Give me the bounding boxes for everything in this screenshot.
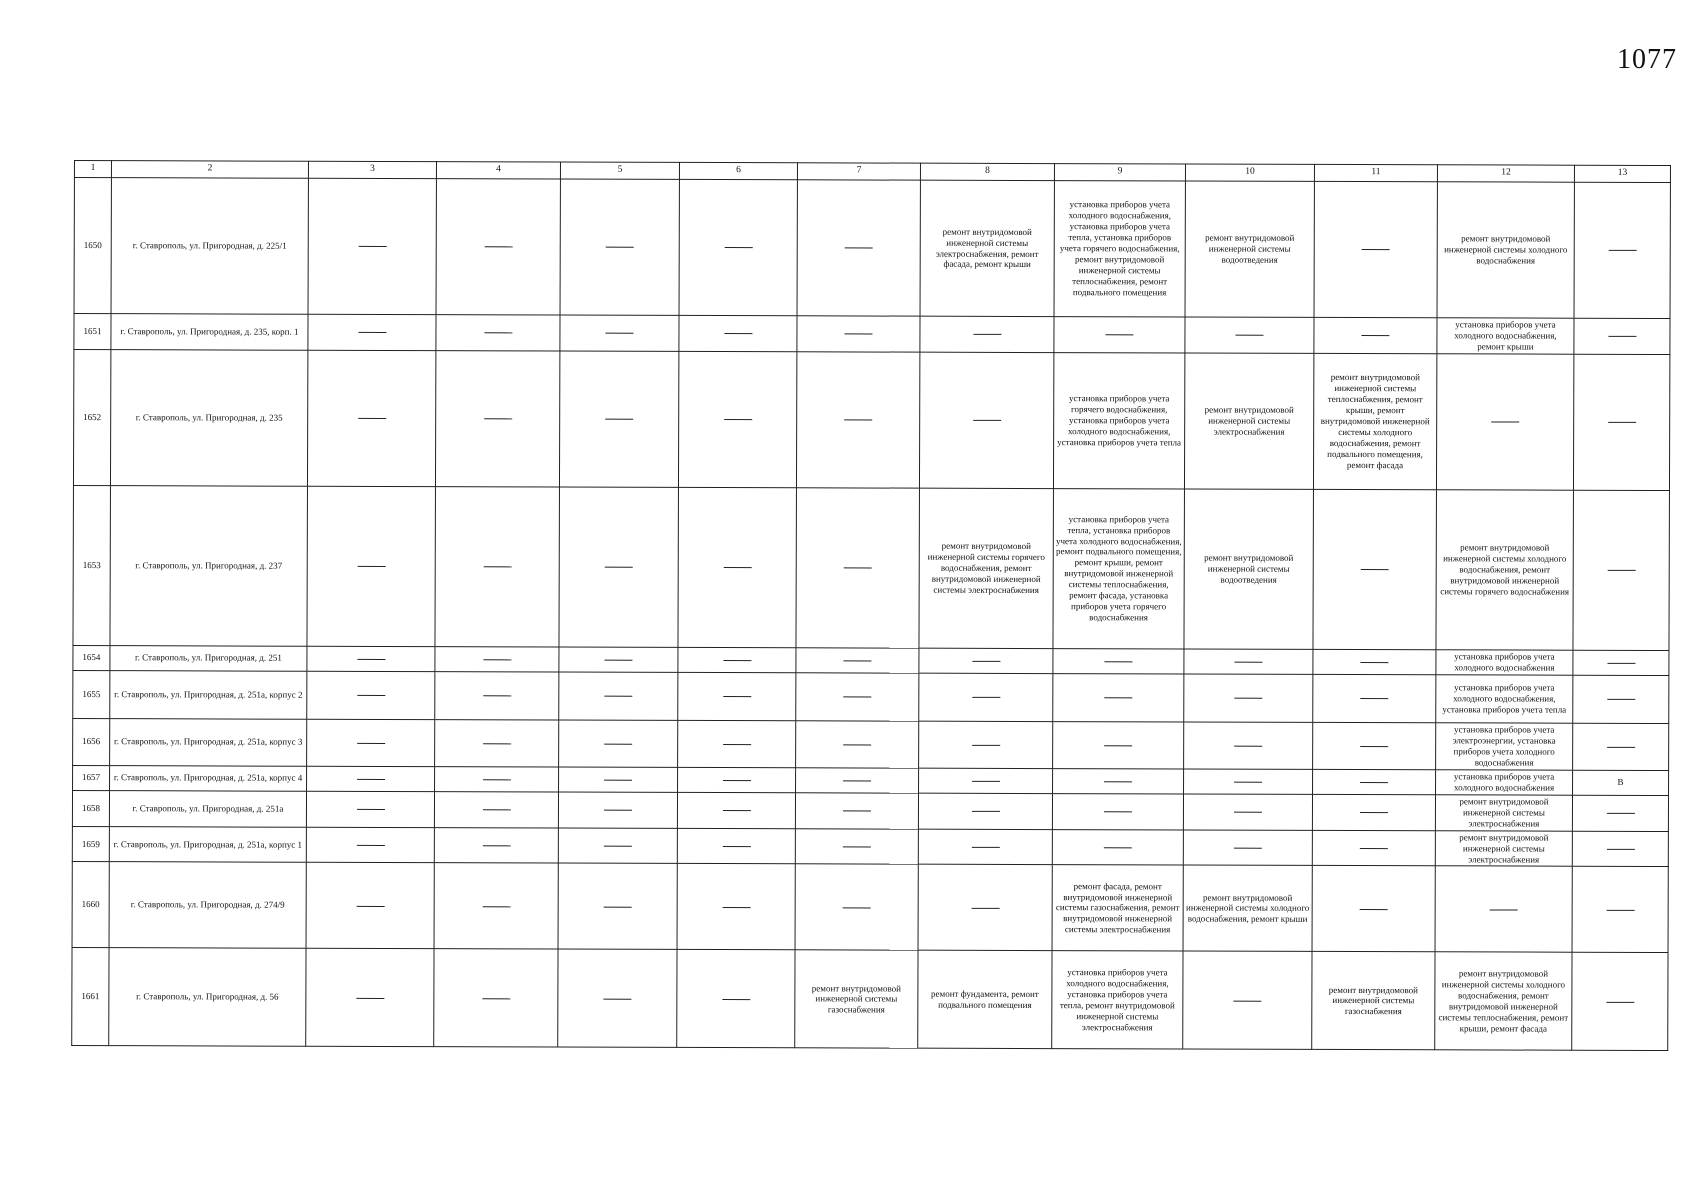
work-cell-c6	[677, 950, 795, 1048]
work-cell-c13	[1572, 953, 1668, 1051]
work-cell-c11	[1313, 489, 1437, 649]
row-number-cell: 1659	[72, 826, 109, 862]
table-row	[73, 718, 1669, 770]
work-cell-c9: установка приборов учета холодного водоснабжения, установка приборов учета тепла, установка приборов учета горячего водоснабжения, ремонт внутридомовой инженерной системы теплоснабжения, ремонт подвального помещения	[1054, 181, 1185, 317]
work-cell-c7	[795, 792, 918, 828]
work-cell-c9: ремонт фасада, ремонт внутридомовой инженерной системы газоснабжения, ремонт внутридомовой инженерной системы электроснабжения	[1052, 865, 1183, 951]
work-cell-c10	[1183, 830, 1312, 866]
dash-mark	[1360, 782, 1388, 783]
work-cell-c4	[435, 719, 559, 766]
dash-mark	[604, 810, 632, 811]
work-cell-c11	[1313, 769, 1436, 794]
work-cell-c10: ремонт внутридомовой инженерной системы холодного водоснабжения, ремонт крыши	[1183, 865, 1312, 951]
work-cell-c10	[1183, 951, 1312, 1049]
dash-mark	[484, 419, 512, 420]
dash-mark	[604, 846, 632, 847]
dash-mark	[1360, 848, 1388, 849]
work-cell-c13	[1573, 650, 1669, 675]
column-header: 2	[111, 161, 308, 179]
work-cell-c7	[796, 673, 919, 721]
address-cell: г. Ставрополь, ул. Пригородная, д. 225/1	[111, 178, 308, 315]
work-cell-c6	[677, 792, 795, 828]
dash-mark	[484, 247, 512, 248]
dash-mark	[722, 999, 750, 1000]
work-cell-c7	[797, 316, 920, 352]
work-cell-c12: ремонт внутридомовой инженерной системы холодного водоснабжения, ремонт внутридомовой инженерной системы теплоснабжения, ремонт крыши, ремонт фасада	[1435, 952, 1572, 1050]
dash-mark	[357, 779, 385, 780]
dash-mark	[1361, 335, 1389, 336]
dash-mark	[971, 908, 999, 909]
row-number-cell: 1654	[73, 645, 110, 670]
dash-mark	[723, 780, 751, 781]
work-cell-c12: ремонт внутридомовой инженерной системы электроснабжения	[1435, 830, 1572, 866]
dash-mark	[606, 247, 634, 248]
table-row	[74, 314, 1670, 355]
column-header: 4	[436, 162, 560, 179]
work-cell-c13	[1572, 831, 1668, 867]
address-cell: г. Ставрополь, ул. Пригородная, д. 251а, корпус 2	[110, 670, 307, 719]
work-cell-c13	[1572, 795, 1668, 831]
dash-mark	[605, 567, 633, 568]
row-number-cell: 1657	[73, 765, 110, 790]
dash-mark	[1606, 849, 1634, 850]
dash-mark	[971, 811, 999, 812]
work-cell-c8: ремонт фундамента, ремонт подвального помещения	[918, 951, 1052, 1049]
dash-mark	[358, 246, 386, 247]
work-cell-c8	[919, 648, 1053, 673]
dash-mark	[482, 845, 510, 846]
column-header: 11	[1314, 164, 1437, 181]
dash-mark	[604, 907, 632, 908]
dash-mark	[723, 696, 751, 697]
dash-mark	[723, 567, 751, 568]
page-number: 1077	[1617, 44, 1677, 75]
work-cell-c9: установка приборов учета холодного водоснабжения, установка приборов учета тепла, ремонт внутридомовой инженерной системы электроснабжения	[1052, 951, 1183, 1049]
work-cell-c11	[1312, 830, 1435, 866]
work-cell-c10: ремонт внутридомовой инженерной системы водоотведения	[1184, 489, 1314, 649]
column-header: 7	[797, 163, 920, 180]
dash-mark	[972, 661, 1000, 662]
work-cell-c5	[558, 828, 677, 864]
work-cell-c10	[1184, 674, 1313, 722]
dash-mark	[1104, 811, 1132, 812]
dash-mark	[722, 810, 750, 811]
dash-mark	[356, 998, 384, 999]
column-header: 6	[679, 162, 797, 179]
work-cell-c3	[307, 646, 435, 671]
table-row	[72, 826, 1668, 867]
dash-mark	[1360, 662, 1388, 663]
dash-mark	[603, 999, 631, 1000]
dash-mark	[357, 743, 385, 744]
dash-mark	[723, 744, 751, 745]
work-cell-c11	[1313, 674, 1436, 722]
dash-mark	[604, 743, 632, 744]
work-cell-c6	[678, 720, 796, 767]
address-cell: г. Ставрополь, ул. Пригородная, д. 251	[110, 646, 307, 672]
column-header: 1	[74, 161, 111, 178]
dash-mark	[1360, 746, 1388, 747]
dash-mark	[483, 567, 511, 568]
address-cell: г. Ставрополь, ул. Пригородная, д. 237	[110, 486, 308, 647]
dash-mark	[604, 659, 632, 660]
work-cell-c11	[1314, 181, 1437, 317]
work-cell-c12: установка приборов учета холодного водоснабжения	[1436, 769, 1573, 794]
work-cell-c3	[307, 671, 435, 719]
address-cell: г. Ставрополь, ул. Пригородная, д. 274/9	[109, 862, 306, 949]
work-cell-c3	[306, 949, 434, 1047]
dash-mark	[843, 744, 871, 745]
dash-mark	[723, 660, 751, 661]
dash-mark	[482, 906, 510, 907]
column-header: 5	[560, 162, 679, 179]
table-row	[74, 178, 1670, 319]
dash-mark	[845, 248, 873, 249]
work-cell-c7	[796, 648, 919, 673]
dash-mark	[483, 779, 511, 780]
dash-mark	[1104, 661, 1132, 662]
work-cell-c3	[308, 314, 436, 350]
table-row	[72, 862, 1668, 953]
work-cell-c13: В	[1573, 770, 1669, 795]
work-cell-c10: ремонт внутридомовой инженерной системы водоотведения	[1185, 181, 1314, 317]
work-cell-c7	[796, 767, 919, 792]
dash-mark	[356, 845, 384, 846]
table-row	[73, 670, 1669, 723]
work-cell-c7: ремонт внутридомовой инженерной системы газоснабжения	[795, 950, 918, 1048]
column-header: 12	[1437, 165, 1574, 182]
dash-mark	[1234, 698, 1262, 699]
work-cell-c10: ремонт внутридомовой инженерной системы электроснабжения	[1184, 353, 1313, 489]
work-cell-c7	[796, 721, 919, 768]
work-cell-c4	[435, 766, 559, 791]
row-number-cell: 1650	[74, 178, 111, 314]
table-row	[72, 790, 1668, 831]
work-cell-c3	[307, 350, 435, 486]
column-header: 8	[920, 163, 1054, 180]
dash-mark	[484, 333, 512, 334]
work-cell-c4	[435, 351, 559, 487]
work-cell-c8	[919, 352, 1053, 488]
address-cell: г. Ставрополь, ул. Пригородная, д. 235, корп. 1	[111, 314, 308, 351]
work-cell-c5	[559, 720, 678, 767]
dash-mark	[1233, 1001, 1261, 1002]
address-cell: г. Ставрополь, ул. Пригородная, д. 56	[109, 948, 306, 1047]
dash-mark	[483, 743, 511, 744]
work-cell-c5	[560, 179, 679, 315]
dash-mark	[1234, 812, 1262, 813]
row-number-cell: 1653	[73, 485, 111, 645]
dash-mark	[1491, 422, 1519, 423]
registry-table	[71, 160, 1671, 1051]
dash-mark	[1104, 847, 1132, 848]
dash-mark	[722, 907, 750, 908]
work-cell-c11	[1313, 649, 1436, 674]
dash-mark	[722, 846, 750, 847]
dash-mark	[1104, 698, 1132, 699]
dash-mark	[1608, 336, 1636, 337]
work-cell-c5	[559, 647, 678, 672]
dash-mark	[356, 906, 384, 907]
work-cell-c5	[558, 792, 677, 828]
dash-mark	[1361, 569, 1389, 570]
work-cell-c12: ремонт внутридомовой инженерной системы холодного водоснабжения	[1437, 182, 1574, 318]
dash-mark	[1104, 745, 1132, 746]
work-cell-c12: ремонт внутридомовой инженерной системы электроснабжения	[1435, 794, 1572, 830]
work-cell-c6	[677, 864, 795, 950]
dash-mark	[843, 907, 871, 908]
row-number-cell: 1656	[73, 718, 110, 765]
row-number-cell: 1652	[73, 349, 110, 485]
work-cell-c11	[1312, 794, 1435, 830]
work-cell-c11: ремонт внутридомовой инженерной системы теплоснабжения, ремонт крыши, ремонт внутридомовой инженерной системы холодного водоснабжения, ремонт подвального помещения, ремонт фасада	[1313, 353, 1436, 489]
dash-mark	[972, 780, 1000, 781]
dash-mark	[482, 998, 510, 999]
dash-mark	[843, 660, 871, 661]
work-cell-c9	[1053, 648, 1184, 673]
work-cell-c6	[679, 315, 797, 351]
work-cell-c5	[558, 949, 677, 1047]
dash-mark	[1360, 812, 1388, 813]
work-cell-c9	[1053, 673, 1184, 721]
work-cell-c8	[919, 673, 1053, 721]
row-number-cell: 1661	[72, 948, 109, 1046]
dash-mark	[844, 420, 872, 421]
work-cell-c7	[796, 352, 919, 488]
work-cell-c4	[435, 671, 559, 719]
dash-mark	[1606, 1002, 1634, 1003]
work-cell-c4	[434, 791, 558, 827]
work-cell-c5	[559, 672, 678, 720]
column-header: 9	[1054, 164, 1185, 181]
work-cell-c5	[559, 767, 678, 792]
work-cell-c5	[559, 487, 679, 647]
work-cell-c12: установка приборов учета холодного водоснабжения, установка приборов учета тепла	[1436, 675, 1573, 723]
dash-mark	[1608, 250, 1636, 251]
work-cell-c6	[679, 179, 797, 315]
dash-mark	[483, 659, 511, 660]
dash-mark	[1235, 335, 1263, 336]
work-cell-c8	[920, 316, 1054, 352]
work-cell-c3	[306, 791, 434, 827]
work-cell-c12: установка приборов учета холодного водоснабжения	[1436, 650, 1573, 675]
work-cell-c13	[1574, 182, 1670, 318]
work-cell-c6	[678, 672, 796, 720]
work-cell-c7	[795, 864, 918, 950]
dash-mark	[1362, 249, 1390, 250]
dash-mark	[971, 847, 999, 848]
work-cell-c13	[1572, 867, 1668, 953]
dash-mark	[482, 809, 510, 810]
work-cell-c10	[1184, 649, 1313, 674]
row-number-cell: 1655	[73, 670, 110, 718]
work-cell-c6	[678, 767, 796, 792]
work-cell-c9	[1053, 721, 1184, 768]
work-cell-c10	[1184, 722, 1313, 769]
work-cell-c11	[1314, 317, 1437, 353]
dash-mark	[1360, 698, 1388, 699]
work-cell-c8	[919, 768, 1053, 793]
work-cell-c12: установка приборов учета холодного водоснабжения, ремонт крыши	[1437, 318, 1574, 354]
work-cell-c5	[560, 315, 679, 351]
dash-mark	[605, 419, 633, 420]
dash-mark	[1607, 747, 1635, 748]
work-cell-c10	[1184, 769, 1313, 794]
address-cell: г. Ставрополь, ул. Пригородная, д. 251а	[109, 790, 306, 827]
work-cell-c8: ремонт внутридомовой инженерной системы электроснабжения, ремонт фасада, ремонт крыши	[920, 180, 1054, 316]
work-cell-c4	[436, 179, 560, 315]
work-cell-c3	[306, 827, 434, 863]
work-cell-c9	[1053, 768, 1184, 793]
column-header: 3	[308, 161, 436, 178]
work-cell-c6	[678, 487, 797, 647]
work-cell-c8: ремонт внутридомовой инженерной системы горячего водоснабжения, ремонт внутридомовой инженерной системы электроснабжения	[919, 488, 1054, 648]
dash-mark	[1104, 781, 1132, 782]
dash-mark	[358, 418, 386, 419]
work-cell-c9: установка приборов учета тепла, установка приборов учета холодного водоснабжения, ремонт подвального помещения, ремонт крыши, ремонт внутридомовой инженерной системы теплоснабжения, ремонт фасада, установка приборов учета горячего водоснабжения	[1053, 488, 1185, 648]
dash-mark	[973, 420, 1001, 421]
work-cell-c13	[1573, 723, 1669, 770]
work-cell-c12: ремонт внутридомовой инженерной системы холодного водоснабжения, ремонт внутридомовой инженерной системы горячего водоснабжения	[1436, 490, 1574, 650]
work-cell-c3	[307, 486, 436, 646]
dash-mark	[724, 419, 752, 420]
dash-mark	[1606, 910, 1634, 911]
dash-mark	[1234, 745, 1262, 746]
work-cell-c5	[558, 863, 677, 949]
work-cell-c4	[434, 827, 558, 863]
work-cell-c9	[1052, 829, 1183, 865]
work-cell-c11	[1312, 866, 1435, 952]
work-cell-c9	[1054, 317, 1185, 353]
row-number-cell: 1651	[74, 314, 111, 350]
dash-mark	[1234, 781, 1262, 782]
work-cell-c3	[307, 766, 435, 791]
work-cell-c3	[307, 719, 435, 766]
dash-mark	[973, 334, 1001, 335]
work-cell-c3	[308, 178, 436, 314]
dash-mark	[1606, 813, 1634, 814]
table-body	[72, 178, 1671, 1051]
work-cell-c7	[797, 180, 920, 316]
row-number-cell: 1660	[72, 862, 109, 948]
work-cell-c8	[919, 721, 1053, 768]
work-cell-c6	[677, 828, 795, 864]
dash-mark	[1234, 661, 1262, 662]
column-header: 10	[1185, 164, 1314, 181]
dash-mark	[843, 846, 871, 847]
work-cell-c10	[1185, 317, 1314, 353]
dash-mark	[843, 697, 871, 698]
work-cell-c7	[795, 828, 918, 864]
dash-mark	[1607, 699, 1635, 700]
dash-mark	[356, 809, 384, 810]
table-row	[73, 349, 1669, 490]
dash-mark	[843, 810, 871, 811]
dash-mark	[605, 333, 633, 334]
dash-mark	[604, 779, 632, 780]
work-cell-c6	[678, 647, 796, 672]
dash-mark	[1490, 909, 1518, 910]
dash-mark	[1234, 848, 1262, 849]
dash-mark	[1607, 663, 1635, 664]
work-cell-c5	[559, 351, 678, 487]
dash-mark	[724, 333, 752, 334]
dash-mark	[972, 745, 1000, 746]
address-cell: г. Ставрополь, ул. Пригородная, д. 235	[110, 350, 307, 487]
work-cell-c11	[1313, 722, 1436, 769]
work-cell-c13	[1573, 490, 1670, 650]
dash-mark	[844, 334, 872, 335]
address-cell: г. Ставрополь, ул. Пригородная, д. 251а, корпус 1	[109, 826, 306, 863]
row-number-cell: 1658	[72, 790, 109, 826]
work-cell-c13	[1573, 675, 1669, 723]
dash-mark	[724, 247, 752, 248]
dash-mark	[358, 332, 386, 333]
dash-mark	[844, 568, 872, 569]
dash-mark	[483, 696, 511, 697]
work-cell-c4	[435, 487, 560, 647]
dash-mark	[1607, 570, 1635, 571]
dash-mark	[1105, 335, 1133, 336]
address-cell: г. Ставрополь, ул. Пригородная, д. 251а, корпус 3	[110, 718, 307, 765]
work-cell-c4	[436, 315, 560, 351]
dash-mark	[1608, 422, 1636, 423]
work-cell-c13	[1573, 354, 1669, 490]
dash-mark	[357, 659, 385, 660]
table-row	[72, 948, 1668, 1051]
work-cell-c7	[796, 488, 920, 648]
work-cell-c9	[1052, 793, 1183, 829]
work-cell-c6	[678, 351, 796, 487]
table-row	[73, 485, 1669, 650]
work-cell-c8	[918, 865, 1052, 951]
work-cell-c4	[434, 949, 558, 1047]
work-cell-c10	[1183, 794, 1312, 830]
work-cell-c4	[434, 863, 558, 949]
work-cell-c11: ремонт внутридомовой инженерной системы газоснабжения	[1312, 952, 1435, 1050]
work-cell-c8	[918, 829, 1052, 865]
work-cell-c4	[435, 647, 559, 672]
dash-mark	[357, 566, 385, 567]
dash-mark	[1360, 909, 1388, 910]
dash-mark	[972, 697, 1000, 698]
dash-mark	[357, 695, 385, 696]
work-cell-c13	[1574, 318, 1670, 354]
address-cell: г. Ставрополь, ул. Пригородная, д. 251а, корпус 4	[110, 765, 307, 791]
work-cell-c12	[1436, 354, 1573, 490]
dash-mark	[604, 696, 632, 697]
work-cell-c3	[306, 863, 434, 949]
work-cell-c8	[918, 793, 1052, 829]
work-cell-c9: установка приборов учета горячего водоснабжения, установка приборов учета холодного водоснабжения, установка приборов учета тепла	[1053, 352, 1184, 488]
dash-mark	[843, 780, 871, 781]
work-cell-c12: установка приборов учета электроэнергии, установка приборов учета холодного водоснабжения	[1436, 723, 1573, 770]
column-header: 13	[1574, 165, 1670, 182]
work-cell-c12	[1435, 866, 1572, 952]
